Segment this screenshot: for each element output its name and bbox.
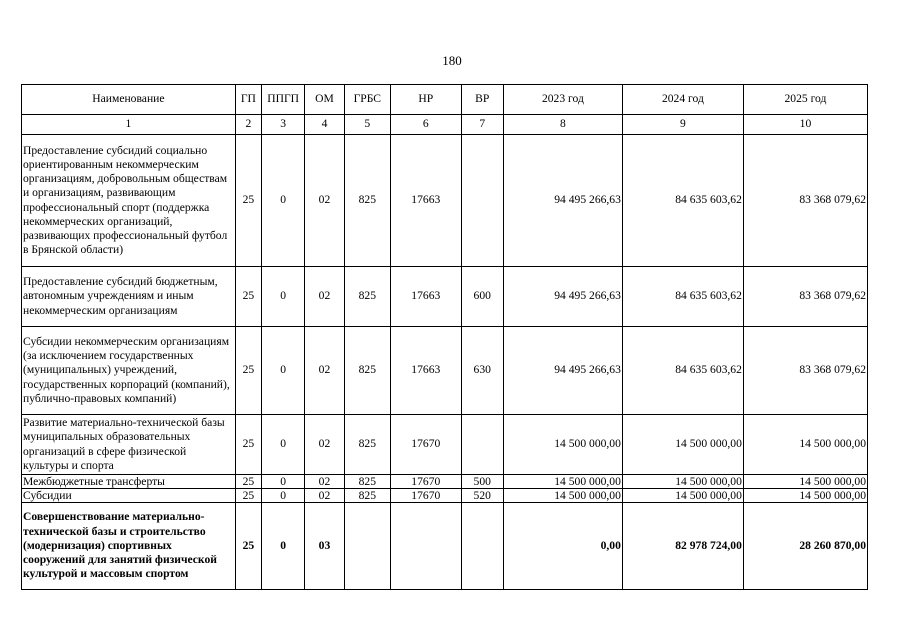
amount-2023: 0,00 xyxy=(503,503,622,590)
grbs-cell: 825 xyxy=(344,327,390,415)
header-cell: 2024 год xyxy=(622,85,743,115)
gp-cell: 25 xyxy=(235,415,261,475)
gp-cell: 25 xyxy=(235,327,261,415)
header-cell: ППГП xyxy=(261,85,304,115)
nr-cell: 17670 xyxy=(391,415,462,475)
nr-cell: 17670 xyxy=(391,475,462,489)
table-row xyxy=(22,489,868,503)
table-row xyxy=(22,475,868,489)
column-number: 7 xyxy=(461,115,503,135)
page-number: 180 xyxy=(442,53,462,68)
header-cell: 2023 год xyxy=(503,85,622,115)
ppgp-cell: 0 xyxy=(261,267,304,327)
ppgp-cell: 0 xyxy=(261,475,304,489)
ppgp-cell: 0 xyxy=(261,135,304,267)
column-number: 9 xyxy=(622,115,743,135)
grbs-cell: 825 xyxy=(344,489,390,503)
amount-2025: 14 500 000,00 xyxy=(743,475,867,489)
amount-2024: 84 635 603,62 xyxy=(622,327,743,415)
gp-cell: 25 xyxy=(235,267,261,327)
gp-cell: 25 xyxy=(235,475,261,489)
grbs-cell: 825 xyxy=(344,267,390,327)
table-row xyxy=(22,503,868,590)
grbs-cell: 825 xyxy=(344,415,390,475)
table-row xyxy=(22,327,868,415)
amount-2023: 14 500 000,00 xyxy=(503,489,622,503)
amount-2023: 14 500 000,00 xyxy=(503,415,622,475)
amount-2023: 94 495 266,63 xyxy=(503,327,622,415)
om-cell: 02 xyxy=(305,415,344,475)
amount-2025: 83 368 079,62 xyxy=(743,327,867,415)
om-cell: 02 xyxy=(305,327,344,415)
column-number: 4 xyxy=(305,115,344,135)
nr-cell: 17663 xyxy=(391,327,462,415)
nr-cell: 17670 xyxy=(391,489,462,503)
row-name: Межбюджетные трансферты xyxy=(22,475,236,489)
amount-2025: 14 500 000,00 xyxy=(743,415,867,475)
nr-cell: 17663 xyxy=(391,267,462,327)
header-cell: НР xyxy=(391,85,462,115)
vr-cell: 500 xyxy=(461,475,503,489)
amount-2023: 94 495 266,63 xyxy=(503,135,622,267)
om-cell: 02 xyxy=(305,475,344,489)
om-cell: 02 xyxy=(305,489,344,503)
grbs-cell: 825 xyxy=(344,475,390,489)
grbs-cell xyxy=(344,503,390,590)
amount-2024: 82 978 724,00 xyxy=(622,503,743,590)
amount-2025: 83 368 079,62 xyxy=(743,135,867,267)
vr-cell xyxy=(461,503,503,590)
vr-cell: 600 xyxy=(461,267,503,327)
amount-2024: 84 635 603,62 xyxy=(622,267,743,327)
row-name: Предоставление субсидий социально ориентированным некоммерческим организациям, добровольным обществам и организациям, развивающим профессиональный спорт (поддержка некоммерческих организаций, развивающих профессиональный футбол в Брянской области) xyxy=(22,135,236,267)
amount-2023: 14 500 000,00 xyxy=(503,475,622,489)
column-number: 6 xyxy=(391,115,462,135)
amount-2025: 28 260 870,00 xyxy=(743,503,867,590)
ppgp-cell: 0 xyxy=(261,327,304,415)
vr-cell xyxy=(461,135,503,267)
table-row xyxy=(22,415,868,475)
om-cell: 02 xyxy=(305,267,344,327)
gp-cell: 25 xyxy=(235,489,261,503)
om-cell: 02 xyxy=(305,135,344,267)
nr-cell: 17663 xyxy=(391,135,462,267)
row-name: Совершенствование материально-технической базы и строительство (модернизация) спортивных сооружений для занятий физической культурой и массовым спортом xyxy=(22,503,236,590)
amount-2024: 14 500 000,00 xyxy=(622,489,743,503)
row-name: Субсидии xyxy=(22,489,236,503)
amount-2025: 83 368 079,62 xyxy=(743,267,867,327)
row-name: Предоставление субсидий бюджетным, автономным учреждениям и иным некоммерческим организациям xyxy=(22,267,236,327)
table-row xyxy=(22,267,868,327)
ppgp-cell: 0 xyxy=(261,489,304,503)
table-row xyxy=(22,135,868,267)
budget-table xyxy=(21,84,868,590)
amount-2024: 84 635 603,62 xyxy=(622,135,743,267)
amount-2023: 94 495 266,63 xyxy=(503,267,622,327)
column-number: 5 xyxy=(344,115,390,135)
amount-2024: 14 500 000,00 xyxy=(622,415,743,475)
gp-cell: 25 xyxy=(235,503,261,590)
ppgp-cell: 0 xyxy=(261,415,304,475)
vr-cell: 630 xyxy=(461,327,503,415)
header-cell: Наименование xyxy=(22,85,236,115)
column-number: 1 xyxy=(22,115,236,135)
amount-2024: 14 500 000,00 xyxy=(622,475,743,489)
header-cell: ГП xyxy=(235,85,261,115)
ppgp-cell: 0 xyxy=(261,503,304,590)
grbs-cell: 825 xyxy=(344,135,390,267)
header-cell: ГРБС xyxy=(344,85,390,115)
vr-cell: 520 xyxy=(461,489,503,503)
column-number-row xyxy=(22,115,868,135)
amount-2025: 14 500 000,00 xyxy=(743,489,867,503)
header-cell: 2025 год xyxy=(743,85,867,115)
column-number: 3 xyxy=(261,115,304,135)
column-number: 2 xyxy=(235,115,261,135)
vr-cell xyxy=(461,415,503,475)
column-number: 8 xyxy=(503,115,622,135)
header-row xyxy=(22,85,868,115)
nr-cell xyxy=(391,503,462,590)
row-name: Развитие материально-технической базы муниципальных образовательных организаций в сфере физической культуры и спорта xyxy=(22,415,236,475)
header-cell: ОМ xyxy=(305,85,344,115)
om-cell: 03 xyxy=(305,503,344,590)
row-name: Субсидии некоммерческим организациям (за исключением государственных (муниципальных) учреждений, государственных корпораций (компаний), публично-правовых компаний) xyxy=(22,327,236,415)
column-number: 10 xyxy=(743,115,867,135)
gp-cell: 25 xyxy=(235,135,261,267)
header-cell: ВР xyxy=(461,85,503,115)
